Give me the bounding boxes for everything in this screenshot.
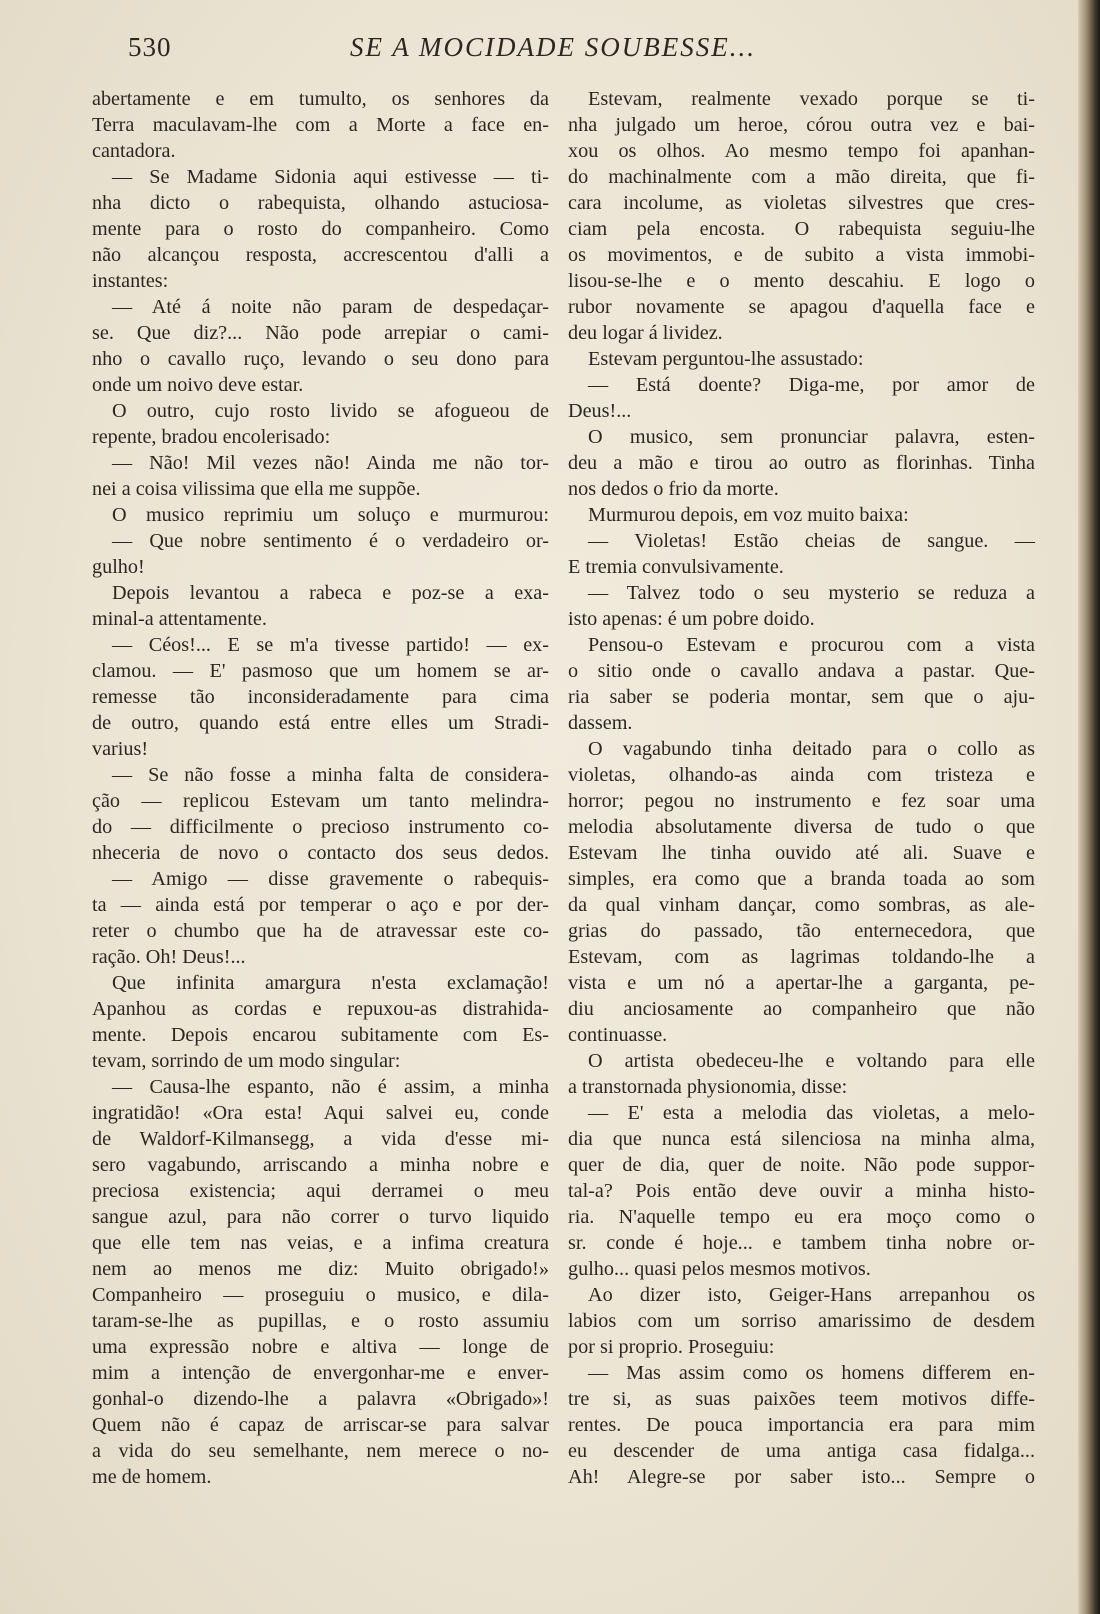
text-line: abertamente e em tumulto, os senhores da <box>92 88 549 110</box>
text-line: horror; pegou no instrumento e fez soar uma <box>568 790 1035 812</box>
text-line: Estevam lhe tinha ouvido até ali. Suave e <box>568 842 1035 864</box>
text-line: tre si, as suas paixões teem motivos diffe- <box>568 1388 1035 1410</box>
text-line: — Está doente? Diga-me, por amor de <box>588 374 1035 396</box>
text-line: a transtornada physionomia, disse: <box>568 1076 848 1098</box>
text-line: do machinalmente com a mão direita, que fi- <box>568 166 1035 188</box>
text-line: sr. conde é hoje... e tambem tinha nobre or- <box>568 1232 1035 1254</box>
text-line: — E' esta a melodia das violetas, a melo- <box>588 1102 1035 1124</box>
text-line: Companheiro — proseguiu o musico, e dila- <box>92 1284 549 1306</box>
text-line: remesse tão inconsideradamente para cima <box>92 686 549 708</box>
text-line: tal-a? Pois então deve ouvir a minha histo- <box>568 1180 1035 1202</box>
text-line: violetas, olhando-as ainda com tristeza e <box>568 764 1035 786</box>
text-line: Ao dizer isto, Geiger-Hans arrepanhou os <box>588 1284 1035 1306</box>
text-line: varius! <box>92 738 149 760</box>
text-line: diu anciosamente ao companheiro que não <box>568 998 1035 1020</box>
text-line: ração. Oh! Deus!... <box>92 946 246 968</box>
text-line: sero vagabundo, arriscando a minha nobre e <box>92 1154 549 1176</box>
text-line: Estevam perguntou-lhe assustado: <box>588 348 864 370</box>
text-line: Depois levantou a rabeca e poz-se a exa- <box>112 582 549 604</box>
text-line: mente para o rosto do companheiro. Como <box>92 218 549 240</box>
text-line: — Causa-lhe espanto, não é assim, a minha <box>112 1076 549 1098</box>
text-line: não alcançou resposta, accrescentou d'alli a <box>92 244 549 266</box>
text-line: instantes: <box>92 270 169 292</box>
text-line: se. Que diz?... Não pode arrepiar o cami- <box>92 322 549 344</box>
text-line: cantadora. <box>92 140 176 162</box>
text-line: ingratidão! «Ora esta! Aqui salvei eu, conde <box>92 1102 549 1124</box>
text-line: nho o cavallo ruço, levando o seu dono para <box>92 348 549 370</box>
text-line: — Não! Mil vezes não! Ainda me não tor- <box>112 452 549 474</box>
text-line: deu a mão e tirou ao outro as florinhas. Tinha <box>568 452 1035 474</box>
text-line: de Waldorf-Kilmansegg, a vida d'esse mi- <box>92 1128 549 1150</box>
text-line: — Céos!... E se m'a tivesse partido! — ex- <box>112 634 549 656</box>
text-line: — Que nobre sentimento é o verdadeiro or- <box>112 530 549 552</box>
text-line: grias do passado, tão enternecedora, que <box>568 920 1035 942</box>
text-line: uma expressão nobre e altiva — longe de <box>92 1336 549 1358</box>
page-header <box>0 28 1100 68</box>
text-line: reter o chumbo que ha de atravessar este co- <box>92 920 549 942</box>
text-line: — Se não fosse a minha falta de considera- <box>112 764 549 786</box>
text-line: nei a coisa vilissima que ella me suppõe. <box>92 478 421 500</box>
text-line: E tremia convulsivamente. <box>568 556 784 578</box>
text-line: por si proprio. Proseguiu: <box>568 1336 775 1358</box>
text-line: eu descender de uma antiga casa fidalga... <box>568 1440 1035 1462</box>
text-line: gonhal-o dizendo-lhe a palavra «Obrigado»! <box>92 1388 549 1410</box>
text-line: repente, bradou encolerisado: <box>92 426 331 448</box>
text-line: gulho... quasi pelos mesmos motivos. <box>568 1258 871 1280</box>
text-line: ta — ainda está por temperar o aço e por der- <box>92 894 549 916</box>
text-line: ção — replicou Estevam um tanto melindra- <box>92 790 549 812</box>
text-line: da qual vinham dançar, como sombras, as ale- <box>568 894 1035 916</box>
text-line: Murmurou depois, em voz muito baixa: <box>588 504 909 526</box>
text-line: — Até á noite não param de despedaçar- <box>112 296 549 318</box>
text-line: O vagabundo tinha deitado para o collo as <box>588 738 1035 760</box>
text-line: sangue azul, para não correr o turvo liquido <box>92 1206 549 1228</box>
text-line: xou os olhos. Ao mesmo tempo foi apanhan- <box>568 140 1035 162</box>
text-line: — Violetas! Estão cheias de sangue. — <box>588 530 1035 552</box>
book-spine-edge <box>1078 0 1100 1614</box>
text-line: a vida do seu semelhante, nem merece o no- <box>92 1440 549 1462</box>
text-line: minal-a attentamente. <box>92 608 267 630</box>
running-title: SE A MOCIDADE SOUBESSE... <box>350 32 756 62</box>
text-line: O outro, cujo rosto livido se afogueou de <box>112 400 549 422</box>
text-line: do — difficilmente o precioso instrumento co- <box>92 816 549 838</box>
text-line: Terra maculavam-lhe com a Morte a face en- <box>92 114 549 136</box>
text-line: nha julgado um heroe, córou outra vez e bai- <box>568 114 1035 136</box>
text-line: onde um noivo deve estar. <box>92 374 304 396</box>
text-line: rentes. De pouca importancia era para mim <box>568 1414 1035 1436</box>
text-line: que elle tem nas veias, e a infima creatura <box>92 1232 549 1254</box>
text-line: Pensou-o Estevam e procurou com a vista <box>588 634 1035 656</box>
text-line: Quem não é capaz de arriscar-se para salvar <box>92 1414 549 1436</box>
text-line: lisou-se-lhe e o mento descahiu. E logo o <box>568 270 1035 292</box>
text-line: quer de dia, quer de noite. Não pode suppor- <box>568 1154 1035 1176</box>
text-line: — Mas assim como os homens differem en- <box>588 1362 1035 1384</box>
text-line: tevam, sorrindo de um modo singular: <box>92 1050 401 1072</box>
text-line: Que infinita amargura n'esta exclamação! <box>112 972 549 994</box>
text-line: mim a intenção de envergonhar-me e enver- <box>92 1362 549 1384</box>
text-line: Estevam, com as lagrimas toldando-lhe a <box>568 946 1035 968</box>
text-line: ria. N'aquelle tempo eu era moço como o <box>568 1206 1035 1228</box>
text-line: dia que nunca está silenciosa na minha alma, <box>568 1128 1035 1150</box>
text-line: O artista obedeceu-lhe e voltando para elle <box>588 1050 1035 1072</box>
text-line: o sitio onde o cavallo andava a pastar. Que- <box>568 660 1035 682</box>
text-line: O musico reprimiu um soluço e murmurou: <box>112 504 549 526</box>
text-line: Apanhou as cordas e repuxou-as distrahida- <box>92 998 549 1020</box>
right-text-column <box>568 86 1035 1490</box>
text-line: Deus!... <box>568 400 632 422</box>
text-line: mente. Depois encarou subitamente com Es- <box>92 1024 549 1046</box>
text-line: rubor novamente se apagou d'aquella face e <box>568 296 1035 318</box>
text-line: nheceria de novo o contacto dos seus dedos. <box>92 842 549 864</box>
text-line: nha dicto o rabequista, olhando astuciosa- <box>92 192 549 214</box>
text-line: Ah! Alegre-se por saber isto... Sempre o <box>568 1466 1035 1488</box>
text-line: labios com um sorriso amarissimo de desdem <box>568 1310 1035 1332</box>
text-line: taram-se-lhe as pupillas, e o rosto assumiu <box>92 1310 549 1332</box>
text-line: vista e um nó a apertar-lhe a garganta, pe- <box>568 972 1035 994</box>
text-line: clamou. — E' pasmoso que um homem se ar- <box>92 660 549 682</box>
left-text-column <box>92 86 549 1490</box>
text-line: isto apenas: é um pobre doido. <box>568 608 815 630</box>
page-number: 530 <box>128 32 172 62</box>
text-line: cara incolume, as violetas silvestres que cres- <box>568 192 1035 214</box>
text-line: — Amigo — disse gravemente o rabequis- <box>112 868 549 890</box>
text-line: continuasse. <box>568 1024 668 1046</box>
text-line: preciosa existencia; aqui derramei o meu <box>92 1180 549 1202</box>
text-line: O musico, sem pronunciar palavra, esten- <box>588 426 1035 448</box>
text-line: — Se Madame Sidonia aqui estivesse — ti- <box>112 166 549 188</box>
text-line: deu logar á lividez. <box>568 322 723 344</box>
text-line: — Talvez todo o seu mysterio se reduza a <box>588 582 1035 604</box>
text-line: nos dedos o frio da morte. <box>568 478 779 500</box>
text-line: os movimentos, e de subito a vista immobi- <box>568 244 1035 266</box>
text-line: ciam pela encosta. O rabequista seguiu-lhe <box>568 218 1035 240</box>
text-line: melodia absolutamente diversa de tudo o que <box>568 816 1035 838</box>
text-line: Estevam, realmente vexado porque se ti- <box>588 88 1035 110</box>
text-line: gulho! <box>92 556 145 578</box>
text-line: de outro, quando está entre elles um Stradi- <box>92 712 549 734</box>
text-line: dassem. <box>568 712 633 734</box>
text-line: me de homem. <box>92 1466 212 1488</box>
text-line: simples, era como que a branda toada ao som <box>568 868 1035 890</box>
text-line: nem ao menos me diz: Muito obrigado!» <box>92 1258 549 1280</box>
text-line: ria saber se poderia montar, sem que o aju- <box>568 686 1035 708</box>
